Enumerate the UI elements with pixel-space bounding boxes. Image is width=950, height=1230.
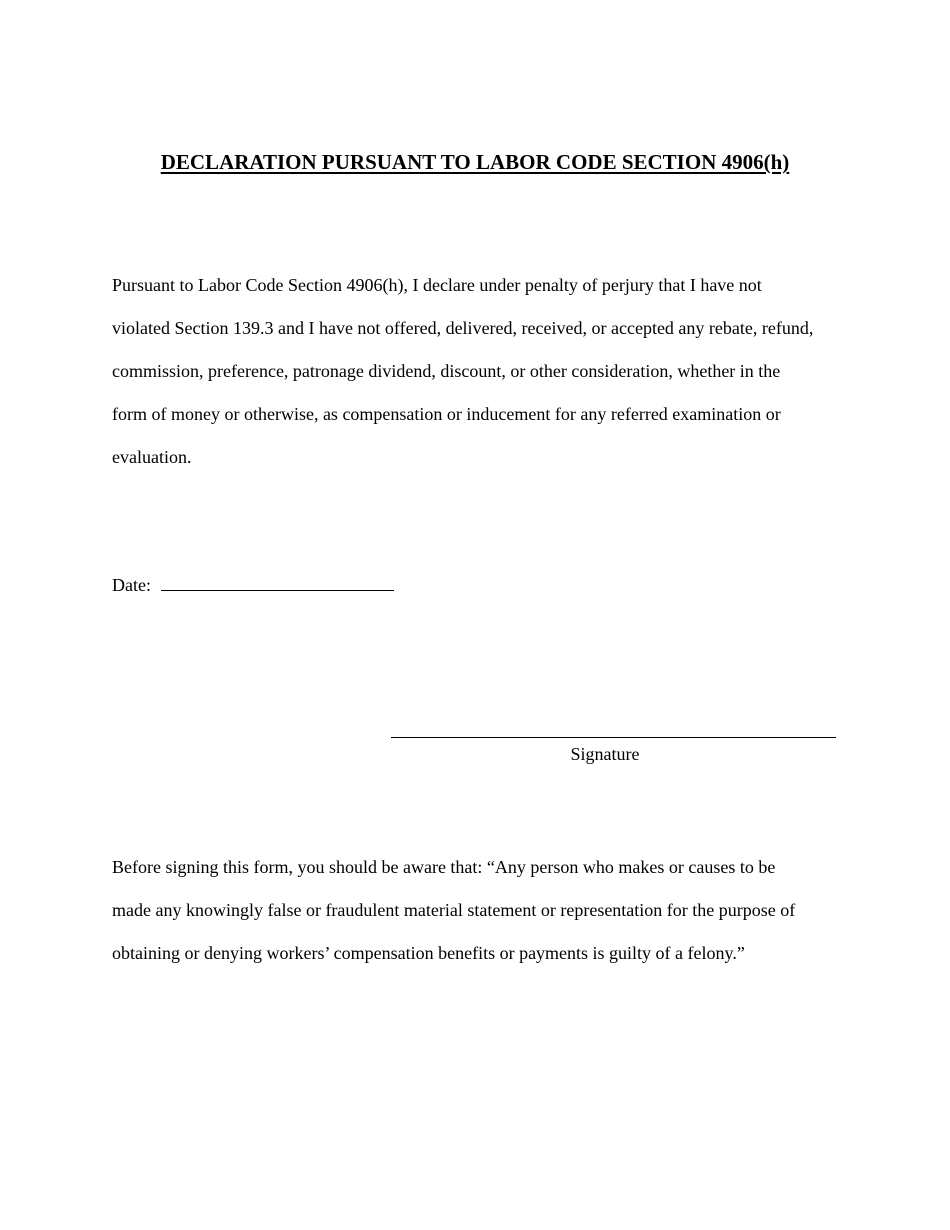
date-field-row [112,570,394,600]
declaration-line: Pursuant to Labor Code Section 4906(h), I declare under penalty of perjury that I have not [112,275,762,295]
declaration-paragraph [112,264,842,479]
signature-blank-line[interactable] [391,737,836,738]
date-blank-line[interactable] [161,570,394,591]
signature-label: Signature [570,744,640,764]
declaration-line: evaluation. [112,447,192,467]
warning-line: obtaining or denying workers’ compensation benefits or payments is guilty of a felony.” [112,943,745,963]
date-label: Date: [112,575,151,595]
declaration-line: commission, preference, patronage dividend, discount, or other consideration, whether in the [112,361,781,381]
declaration-line: violated Section 139.3 and I have not offered, delivered, received, or accepted any rebate, refund, [112,318,814,338]
fraud-warning-paragraph [112,846,842,975]
page-title: DECLARATION PURSUANT TO LABOR CODE SECTION 4906(h) [160,150,790,174]
declaration-line: form of money or otherwise, as compensation or inducement for any referred examination or [112,404,781,424]
warning-line: made any knowingly false or fraudulent material statement or representation for the purpose of [112,900,796,920]
warning-line: Before signing this form, you should be aware that: “Any person who makes or causes to be [112,857,776,877]
